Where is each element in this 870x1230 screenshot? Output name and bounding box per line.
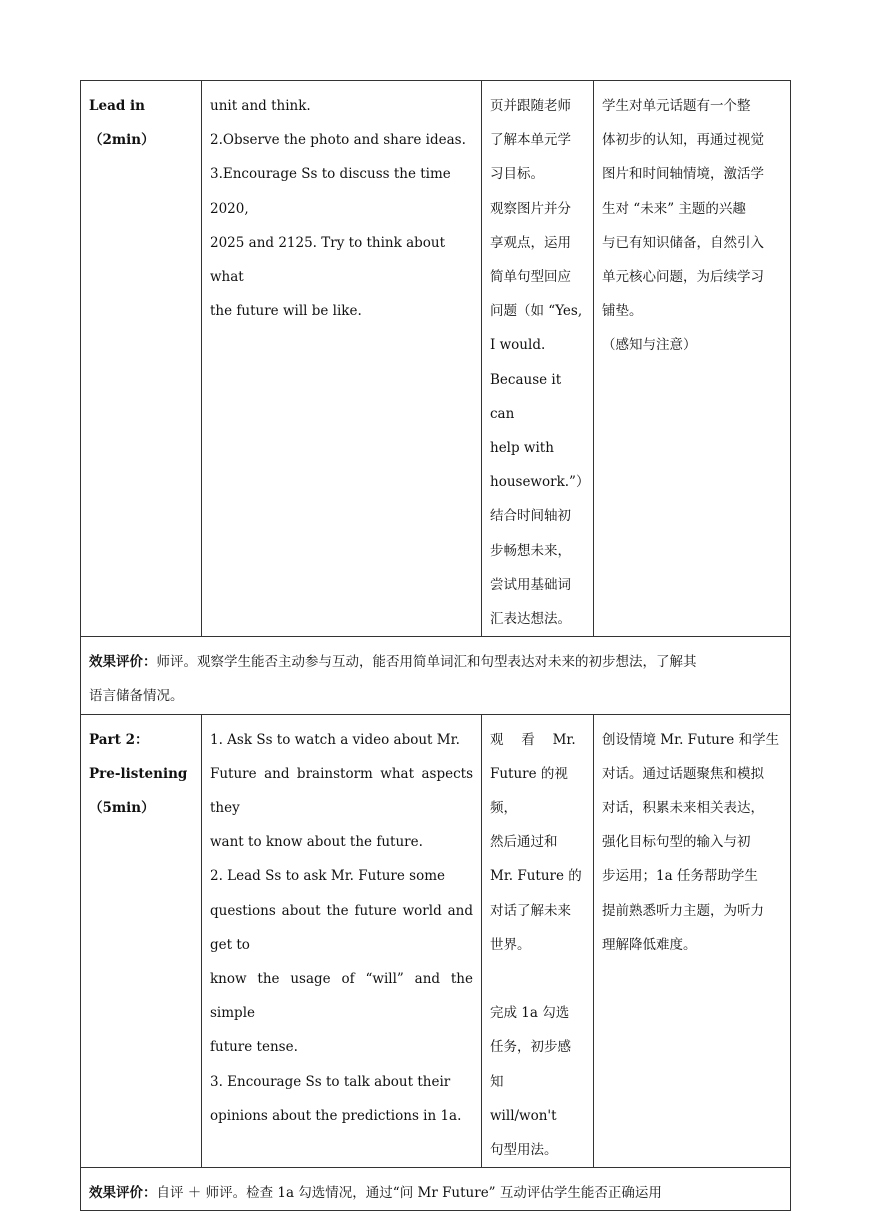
text-line: Future 的视频， (490, 765, 568, 817)
purpose-cell-pre-listening (594, 714, 791, 1168)
text-line: 句型用法。 (490, 1142, 558, 1159)
evaluation-text: 自评 ＋ 师评。检查 1a 勾选情况，通过“问 Mr Future” 互动评估学生能否正确运用 (156, 1185, 662, 1202)
text-line: 简单句型回应 (490, 269, 571, 286)
text-line: 2.Observe the photo and share ideas. (210, 132, 466, 149)
text-line: 习目标。 (490, 166, 544, 183)
text-line: 对话。通过话题聚焦和模拟 (602, 765, 764, 782)
text-line: housework.”） (490, 474, 590, 491)
stage-duration: （5min） (89, 800, 155, 817)
text-line: 提前熟悉听力主题，为听力 (602, 902, 764, 919)
text-line: 1. Ask Ss to watch a video about Mr. (210, 731, 460, 748)
text-line: the future will be like. (210, 303, 362, 320)
text-line: Because it can (490, 371, 562, 422)
teacher-activity-cell-lead-in (202, 81, 482, 637)
text-line: 铺垫。 (602, 303, 643, 320)
text-line: 对话了解未来 (490, 902, 571, 919)
text-line: 学生对单元话题有一个整 (602, 98, 751, 114)
stage-name: Lead in (89, 98, 145, 114)
text-line: （感知与注意） (602, 337, 697, 354)
text-line: 单元核心问题，为后续学习 (602, 269, 764, 286)
text-line: 知 will/won't (490, 1073, 557, 1124)
text-line: 体初步的认知，再通过视觉 (602, 132, 764, 149)
text-line: 汇表达想法。 (490, 611, 571, 628)
student-activity-cell-lead-in (482, 81, 594, 637)
text-line: 强化目标句型的输入与初 (602, 834, 751, 851)
stage-name: Pre-listening (89, 765, 188, 782)
text-line: unit and think. (210, 98, 311, 114)
text-line: want to know about the future. (210, 834, 423, 851)
text-line: 结合时间轴初 (490, 508, 571, 525)
evaluation-cell-1 (81, 637, 791, 714)
lesson-plan-table (80, 80, 791, 1211)
stage-duration: （2min） (89, 132, 155, 149)
teacher-activity-cell-pre-listening (202, 714, 482, 1168)
text-line: 生对 “未来” 主题的兴趣 (602, 200, 746, 217)
text-line: 3. Encourage Ss to talk about their (210, 1073, 451, 1090)
text-line: I would. (490, 337, 546, 354)
row-evaluation-2 (81, 1168, 791, 1211)
text-line: 步运用；1a 任务帮助学生 (602, 868, 758, 885)
evaluation-label: 效果评价： (89, 1185, 157, 1202)
text-line: 观 看 Mr. (490, 731, 576, 748)
evaluation-cell-2 (81, 1168, 791, 1211)
stage-name: Part 2： (89, 731, 149, 748)
stage-cell-lead-in (81, 81, 202, 637)
text-line: questions about the future world and get to (210, 902, 473, 953)
text-line: 与已有知识储备，自然引入 (602, 234, 764, 251)
text-line: Mr. Future 的 (490, 868, 582, 885)
text-line: 页并跟随老师 (490, 98, 571, 114)
text-line: Future and brainstorm what aspects they (210, 765, 473, 817)
text-line: 世界。 (490, 936, 531, 953)
student-activity-cell-pre-listening (482, 714, 594, 1168)
text-line: 2. Lead Ss to ask Mr. Future some (210, 868, 446, 885)
evaluation-label: 效果评价： (89, 654, 157, 671)
text-line: 步畅想未来， (490, 542, 571, 559)
row-pre-listening (81, 714, 791, 1168)
text-line: 享观点，运用 (490, 234, 571, 251)
text-line: help with (490, 440, 554, 457)
stage-cell-pre-listening (81, 714, 202, 1168)
text-line: 创设情境 Mr. Future 和学生 (602, 731, 780, 748)
evaluation-line (89, 1176, 782, 1210)
text-line: 任务，初步感 (490, 1039, 571, 1056)
evaluation-line: 语言储备情况。 (89, 688, 184, 705)
text-line: 理解降低难度。 (602, 936, 697, 953)
text-line: know the usage of “will” and the simple (210, 971, 473, 1022)
text-line: 2025 and 2125. Try to think about what (210, 234, 446, 286)
evaluation-text: 师评。观察学生能否主动参与互动，能否用简单词汇和句型表达对未来的初步想法，了解其 (156, 654, 697, 671)
row-evaluation-1 (81, 637, 791, 714)
text-line: 观察图片并分 (490, 200, 571, 217)
text-line: opinions about the predictions in 1a. (210, 1107, 462, 1124)
text-line: 尝试用基础词 (490, 576, 571, 593)
purpose-cell-lead-in (594, 81, 791, 637)
text-line: 3.Encourage Ss to discuss the time 2020, (210, 166, 451, 217)
text-line: 完成 1a 勾选 (490, 1005, 570, 1022)
text-line: 然后通过和 (490, 834, 558, 851)
text-line: 了解本单元学 (490, 132, 571, 149)
row-lead-in (81, 81, 791, 637)
paragraph-gap (490, 962, 585, 996)
text-line: future tense. (210, 1039, 298, 1056)
text-line: 问题（如 “Yes, (490, 303, 583, 320)
evaluation-line (89, 645, 782, 679)
text-line: 图片和时间轴情境，激活学 (602, 166, 764, 183)
text-line: 对话，积累未来相关表达， (602, 800, 764, 817)
